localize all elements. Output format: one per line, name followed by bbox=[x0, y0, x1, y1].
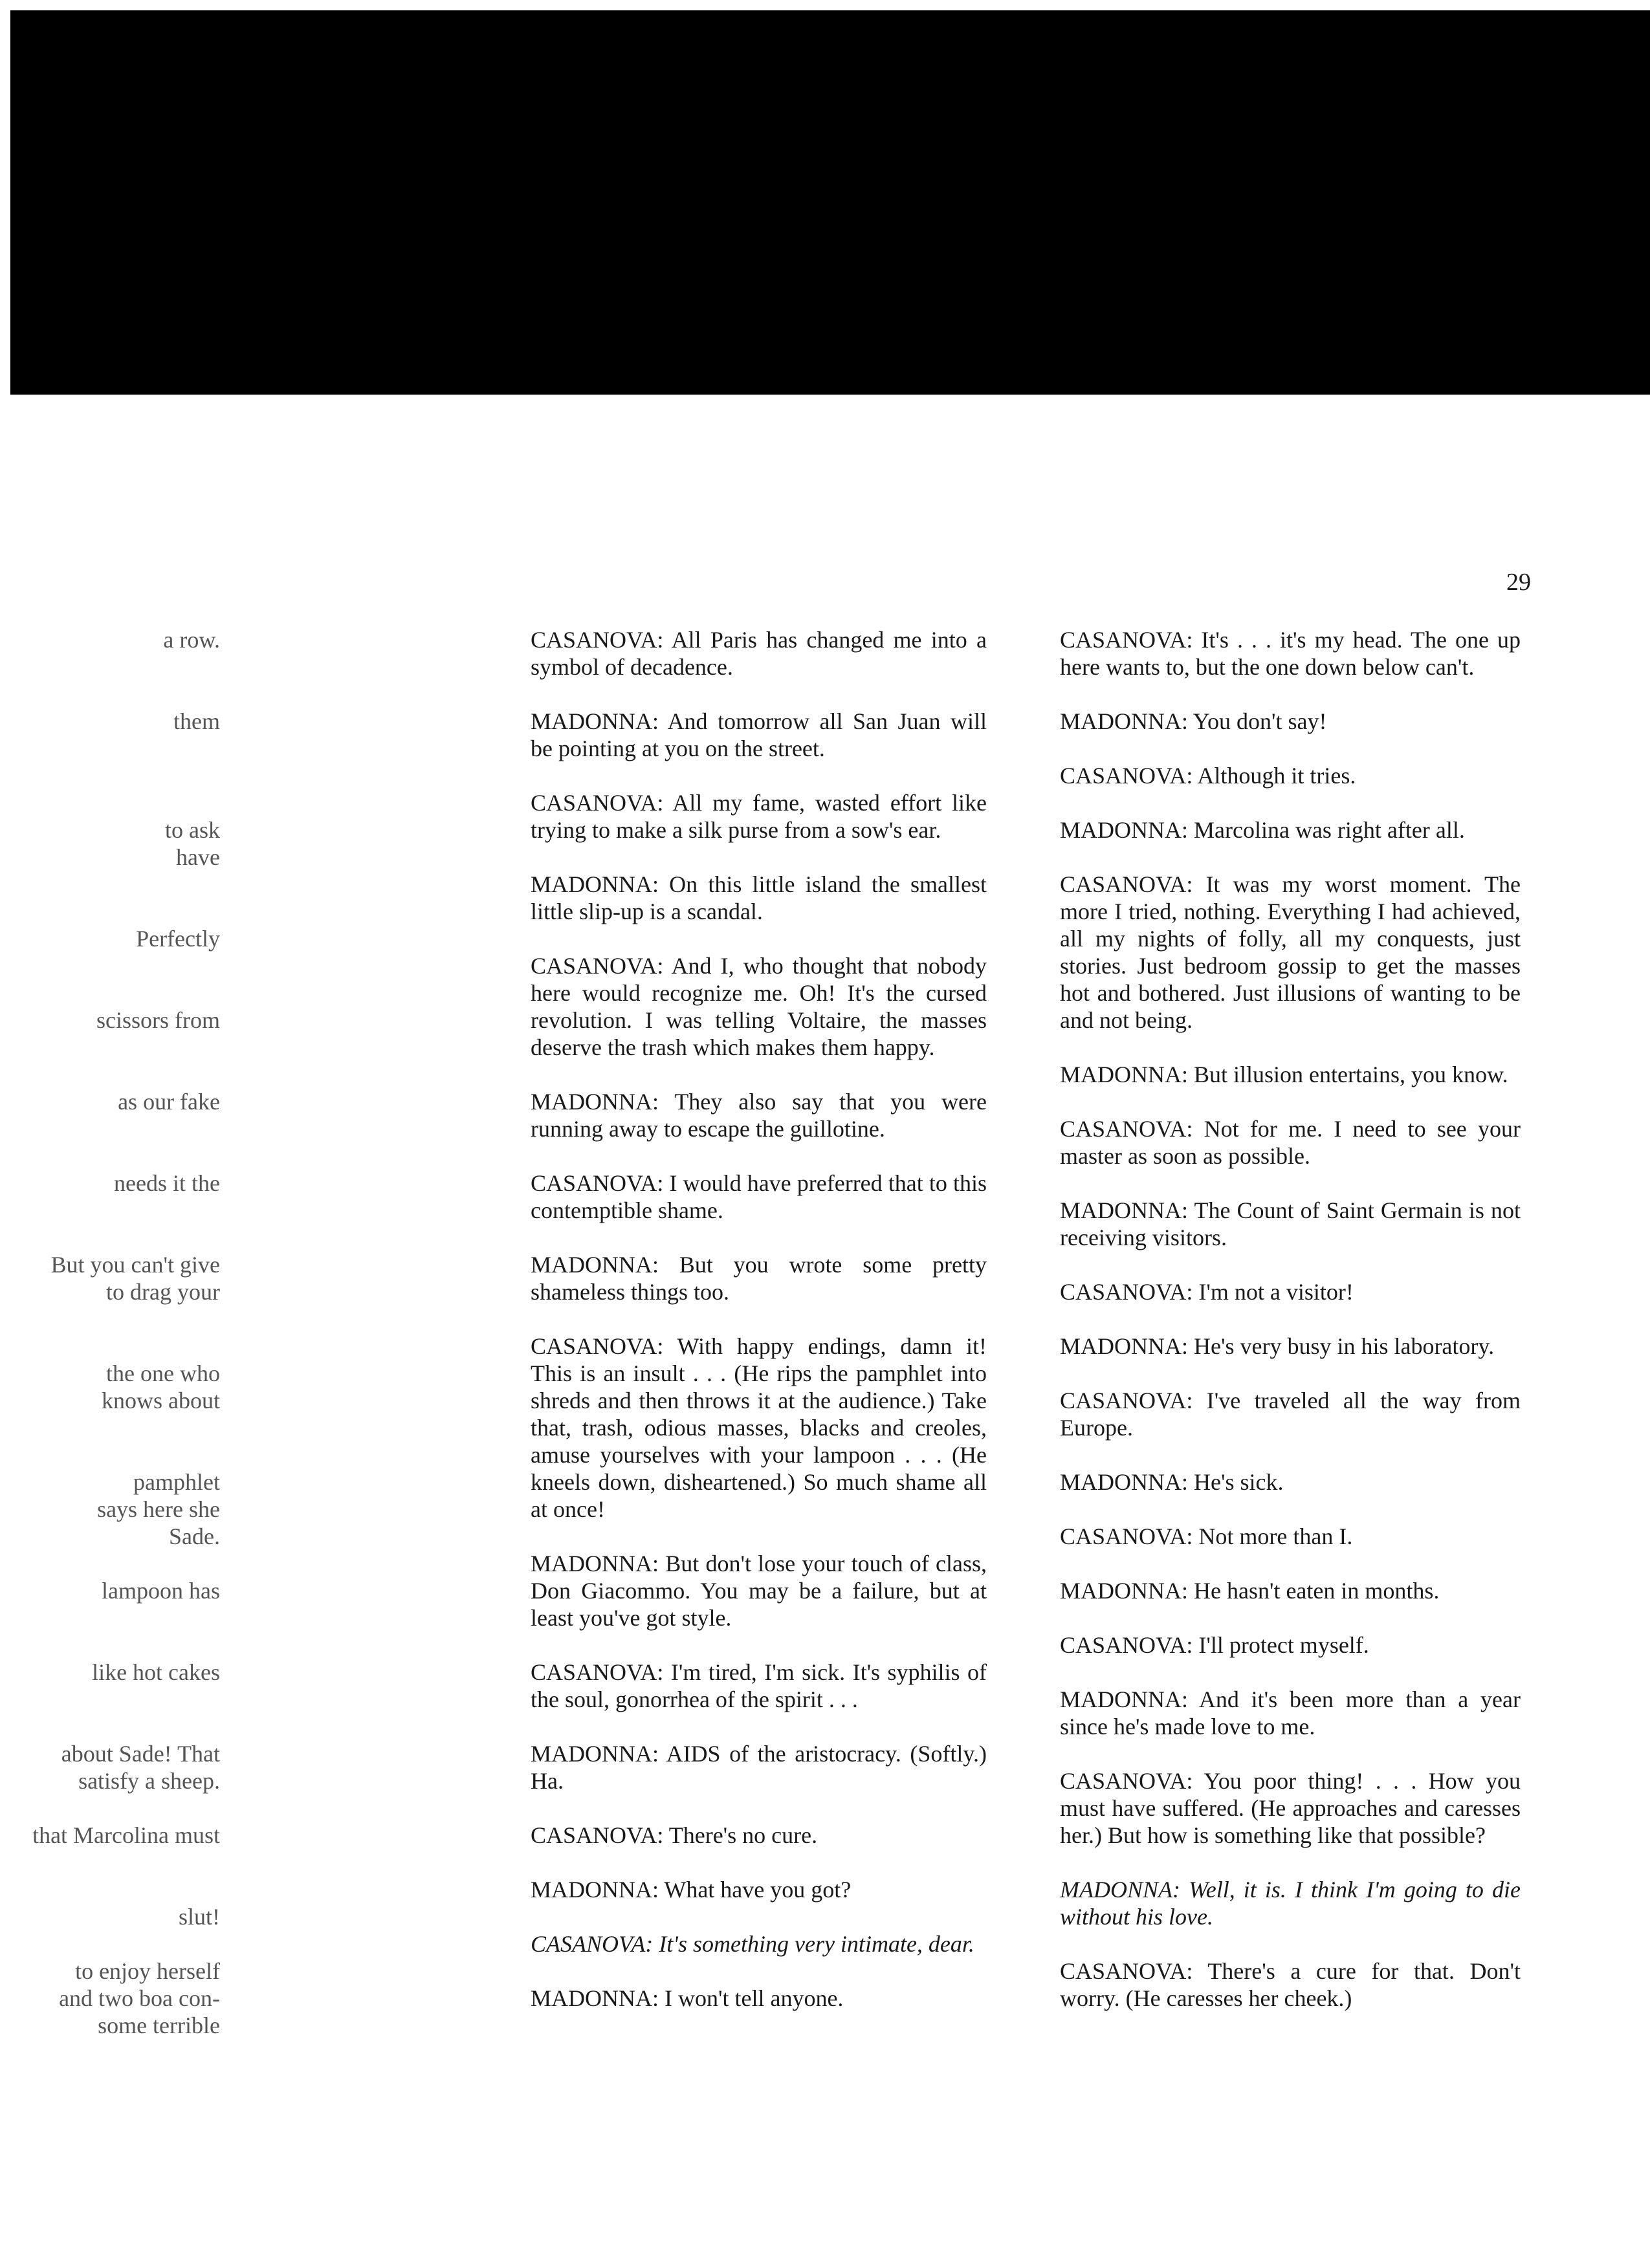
left-fragment-line: to drag your bbox=[106, 1279, 220, 1305]
dialogue-paragraph: CASANOVA: There's no cure. bbox=[531, 1822, 818, 1848]
dialogue-paragraph: MADONNA: But illusion entertains, you know. bbox=[1060, 1062, 1508, 1087]
left-fragment-line: Perfectly bbox=[136, 926, 220, 952]
dialogue-paragraph: CASANOVA: Although it tries. bbox=[1060, 763, 1356, 789]
left-fragment-line: them bbox=[173, 708, 220, 734]
left-fragment-line: scissors from bbox=[96, 1007, 220, 1033]
left-fragment-line bbox=[6, 1686, 220, 1713]
black-scan-band bbox=[10, 10, 1650, 395]
dialogue-paragraph: CASANOVA: Not more than I. bbox=[1060, 1523, 1353, 1549]
dialogue-paragraph: MADONNA: Marcolina was right after all. bbox=[1060, 817, 1465, 843]
dialogue-paragraph: MADONNA: They also say that you were running away to escape the guillotine. bbox=[531, 1089, 987, 1142]
left-fragment-line: as our fake bbox=[118, 1089, 220, 1115]
dialogue-paragraph: MADONNA: But you wrote some pretty shameless things too. bbox=[531, 1252, 987, 1305]
dialogue-paragraph: CASANOVA: You poor thing! . . . How you must have suffered. (He approaches and caresses her.) But how is something like that possible? bbox=[1060, 1768, 1521, 1848]
left-fragment-line: a row. bbox=[163, 627, 220, 653]
left-fragment-line: and two boa con- bbox=[59, 1985, 220, 2011]
left-fragment-line: slut! bbox=[178, 1904, 220, 1930]
left-fragment-line: some terrible bbox=[98, 2012, 220, 2038]
left-fragment-line: pamphlet bbox=[133, 1469, 220, 1495]
dialogue-paragraph: CASANOVA: All my fame, wasted effort like trying to make a silk purse from a sow's ear. bbox=[531, 790, 987, 843]
dialogue-paragraph: MADONNA: The Count of Saint Germain is not receiving visitors. bbox=[1060, 1197, 1521, 1250]
left-fragment-line: lampoon has bbox=[102, 1578, 220, 1604]
left-fragment-line bbox=[6, 735, 220, 762]
dialogue-paragraph: MADONNA: He's sick. bbox=[1060, 1469, 1284, 1495]
left-fragment-line: to enjoy herself bbox=[75, 1958, 220, 1984]
dialogue-paragraph: MADONNA: But don't lose your touch of class, Don Giacommo. You may be a failure, but at least you've got style. bbox=[531, 1551, 987, 1631]
dialogue-paragraph: CASANOVA: I've traveled all the way from Europe. bbox=[1060, 1388, 1521, 1441]
left-fragment-line: that Marcolina must bbox=[32, 1822, 220, 1848]
dialogue-paragraph: CASANOVA: It's . . . it's my head. The one up here wants to, but the one down below can't. bbox=[1060, 627, 1521, 680]
dialogue-paragraph: MADONNA: I won't tell anyone. bbox=[531, 1985, 844, 2011]
dialogue-paragraph: CASANOVA: I'm tired, I'm sick. It's syphilis of the soul, gonorrhea of the spirit . . . bbox=[531, 1659, 987, 1712]
dialogue-paragraph: CASANOVA: Not for me. I need to see your master as soon as possible. bbox=[1060, 1116, 1521, 1169]
dialogue-paragraph: CASANOVA: With happy endings, damn it! This is an insult . . . (He rips the pamphlet into shreds and then throws it at the audience.) Take that, trash, odious masses, blacks and creoles, amuse yourselves with your lampoon . . . (He kneels down, disheartened.) So much shame all at once! bbox=[531, 1333, 987, 1522]
page-number: 29 bbox=[1506, 569, 1531, 596]
left-fragment-line: Sade. bbox=[169, 1523, 220, 1549]
left-fragment-line: like hot cakes bbox=[92, 1659, 220, 1685]
left-fragment-line: needs it the bbox=[114, 1170, 220, 1196]
left-fragment-line bbox=[6, 952, 220, 979]
left-fragment-line: to ask bbox=[165, 817, 220, 843]
middle-column bbox=[531, 626, 987, 2039]
left-fragment-line: But you can't give bbox=[50, 1252, 220, 1278]
dialogue-paragraph: CASANOVA: There's a cure for that. Don't worry. (He caresses her cheek.) bbox=[1060, 1958, 1521, 2011]
dialogue-paragraph: CASANOVA: I'm not a visitor! bbox=[1060, 1279, 1354, 1305]
dialogue-paragraph: CASANOVA: I would have preferred that to this contemptible shame. bbox=[531, 1170, 987, 1223]
dialogue-paragraph: CASANOVA: It was my worst moment. The more I tried, nothing. Everything I had achieved, all my nights of folly, all my conquests, just stories. Just bedroom gossip to get the masses hot and bothered. Just illusions of wanting to be and not being. bbox=[1060, 871, 1521, 1033]
dialogue-paragraph: MADONNA: What have you got? bbox=[531, 1877, 852, 1903]
dialogue-paragraph: MADONNA: He hasn't eaten in months. bbox=[1060, 1578, 1440, 1604]
left-fragment-line: knows about bbox=[102, 1388, 220, 1413]
left-fragment-line bbox=[6, 2039, 220, 2066]
left-column-fragments bbox=[6, 626, 220, 2066]
dialogue-paragraph: MADONNA: AIDS of the aristocracy. (Softly.) Ha. bbox=[531, 1741, 987, 1794]
left-fragment-line: satisfy a sheep. bbox=[78, 1768, 220, 1794]
dialogue-paragraph: MADONNA: On this little island the smallest little slip-up is a scandal. bbox=[531, 871, 987, 924]
dialogue-paragraph: CASANOVA: And I, who thought that nobody here would recognize me. Oh! It's the cursed revolution. I was telling Voltaire, the masses deserve the trash which makes them happy. bbox=[531, 953, 987, 1060]
dialogue-paragraph: CASANOVA: I'll protect myself. bbox=[1060, 1632, 1369, 1658]
left-fragment-line: says here she bbox=[97, 1496, 220, 1522]
dialogue-paragraph: MADONNA: And it's been more than a year since he's made love to me. bbox=[1060, 1686, 1521, 1739]
left-fragment-line: have bbox=[176, 844, 220, 870]
dialogue-paragraph: MADONNA: You don't say! bbox=[1060, 708, 1327, 734]
dialogue-paragraph: MADONNA: He's very busy in his laboratory. bbox=[1060, 1333, 1495, 1359]
dialogue-paragraph: MADONNA: And tomorrow all San Juan will be pointing at you on the street. bbox=[531, 708, 987, 761]
right-column bbox=[1060, 626, 1521, 2039]
left-fragment-line: about Sade! That bbox=[61, 1741, 220, 1767]
dialogue-paragraph: CASANOVA: All Paris has changed me into a symbol of decadence. bbox=[531, 627, 987, 680]
left-fragment-line: the one who bbox=[106, 1360, 220, 1386]
dialogue-paragraph: MADONNA: Well, it is. I think I'm going to die without his love. bbox=[1060, 1877, 1521, 1930]
dialogue-paragraph: CASANOVA: It's something very intimate, dear. bbox=[531, 1931, 974, 1957]
